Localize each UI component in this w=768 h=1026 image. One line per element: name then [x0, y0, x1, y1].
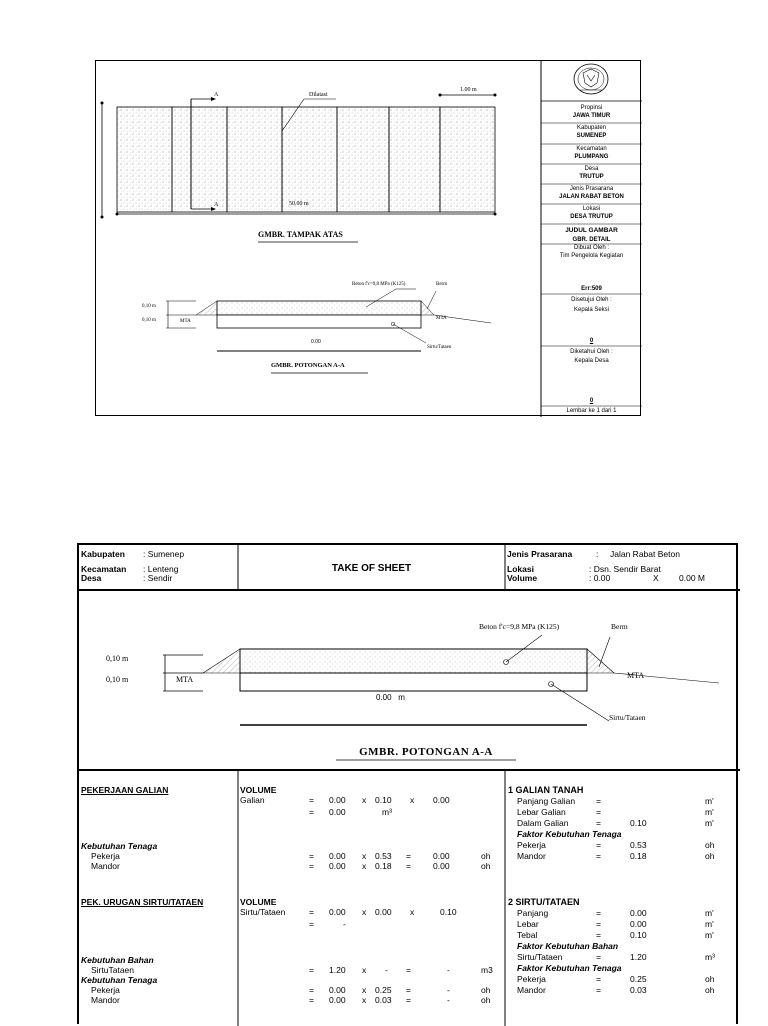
right2-pekerja-eq: =	[596, 974, 601, 984]
jenis-value: Jalan Rabat Beton	[610, 549, 680, 559]
top-view-slabs	[117, 107, 495, 212]
thickness-2: 0,10 m	[142, 318, 156, 323]
galian-row1-x1: x	[362, 795, 367, 805]
urugan-row1-x2: x	[410, 907, 415, 917]
galian-row1-a: 0.00	[329, 795, 346, 805]
right2-mandor-unit: oh	[705, 985, 715, 995]
urugan-row1-eq: =	[309, 907, 314, 917]
right1-dalam-label: Dalam Galian	[517, 818, 569, 828]
galian-mandor-b: 0.18	[375, 861, 392, 871]
jenis-label: Jenis Prasarana	[569, 186, 614, 192]
galian-mandor-x: x	[362, 861, 367, 871]
urugan-mandor-result: -	[447, 995, 450, 1005]
volume-m: 0.00 M	[679, 573, 705, 583]
right2-pekerja-unit: oh	[705, 974, 715, 984]
urugan-row1-a: 0.00	[329, 907, 346, 917]
urugan-row1-c: 0.10	[440, 907, 457, 917]
sirtu-label: Sirtu/Tataen	[427, 345, 452, 350]
galian-row1-label: Galian	[240, 795, 265, 805]
disetujui-name: 0	[589, 338, 594, 344]
right2-pekerja-value: 0.25	[630, 974, 647, 984]
right2-heading: 2 SIRTU/TATAEN	[508, 897, 580, 907]
right2-panjang-eq: =	[596, 908, 601, 918]
galian-pekerja-b: 0.53	[375, 851, 392, 861]
thickness-2: 0,10 m	[106, 675, 129, 684]
urugan-mandor-eq2: =	[406, 995, 411, 1005]
right1-dalam-eq: =	[596, 818, 601, 828]
galian-pekerja-unit: oh	[481, 851, 491, 861]
galian-mandor-a: 0.00	[329, 861, 346, 871]
galian-mandor-eq2: =	[406, 861, 411, 871]
mta-left: MTA	[176, 675, 194, 684]
section-title: GMBR. POTONGAN A-A	[271, 362, 345, 369]
right2-mandor-eq: =	[596, 985, 601, 995]
slab-width-dim: 1.00 m	[460, 87, 477, 93]
right1-mandor-value: 0.18	[630, 851, 647, 861]
urugan-sirtu-result: -	[447, 965, 450, 975]
urugan-bahan: Kebutuhan Bahan	[81, 955, 154, 965]
urugan-mandor-unit: oh	[481, 995, 491, 1005]
kabupaten-label: Kabupaten	[81, 549, 125, 559]
urugan-volume: VOLUME	[240, 897, 277, 907]
kecamatan-label: Kecamatan	[576, 146, 607, 152]
volume-value: : 0.00	[589, 573, 611, 583]
urugan-pekerja-eq: =	[309, 985, 314, 995]
sheet-number: Lembar ke 1 dari 1	[566, 408, 617, 414]
urugan-pekerja-b: 0.25	[375, 985, 392, 995]
galian-row1-x2: x	[410, 795, 415, 805]
urugan-mandor-b: 0.03	[375, 995, 392, 1005]
right2-tebal-value: 0.10	[630, 930, 647, 940]
urugan-row2-eq: =	[309, 919, 314, 929]
lokasi-value: DESA TRUTUP	[570, 214, 613, 220]
right2-panjang-unit: m'	[705, 908, 714, 918]
kabupaten-value: : Sumenep	[143, 549, 185, 559]
right1-lebar-label: Lebar Galian	[517, 807, 566, 817]
right2-tebal-eq: =	[596, 930, 601, 940]
right2-sirtu-value: 1.20	[630, 952, 647, 962]
lokasi-label: Lokasi	[507, 564, 534, 574]
urugan-pekerja-eq2: =	[406, 985, 411, 995]
right2-panjang-label: Panjang	[517, 908, 549, 918]
galian-pekerja-label: Pekerja	[91, 851, 120, 861]
thickness-1: 0,10 m	[106, 654, 129, 663]
urugan-mandor-a: 0.00	[329, 995, 346, 1005]
kabupaten-value: SUMENEP	[576, 133, 607, 139]
urugan-mandor-x: x	[362, 995, 367, 1005]
urugan-row1-b: 0.00	[375, 907, 392, 917]
galian-row2-unit: m³	[382, 807, 392, 817]
galian-row1-c: 0.00	[433, 795, 450, 805]
jenis-label: Jenis Prasarana	[507, 549, 573, 559]
diketahui-name: 0	[589, 398, 594, 404]
urugan-pekerja-x: x	[362, 985, 367, 995]
berm-label: Berm	[436, 282, 448, 287]
desa-label: Desa	[584, 166, 599, 172]
dibuat-value: Tim Pengelola Kegiatan	[559, 253, 624, 259]
urugan-sirtu-eq: =	[309, 965, 314, 975]
drawing-sheet	[95, 60, 641, 416]
right2-lebar-value: 0.00	[630, 919, 647, 929]
urugan-row1-x1: x	[362, 907, 367, 917]
right2-sirtu-eq: =	[596, 952, 601, 962]
thickness-1: 0,10 m	[142, 304, 156, 309]
galian-pekerja-eq: =	[309, 851, 314, 861]
sirtu-label: Sirtu/Tataen	[609, 713, 646, 722]
urugan-pekerja-unit: oh	[481, 985, 491, 995]
desa-value: : Sendir	[143, 573, 173, 583]
galian-mandor-eq: =	[309, 861, 314, 871]
galian-pekerja-a: 0.00	[329, 851, 346, 861]
propinsi-value: JAWA TIMUR	[572, 113, 611, 119]
urugan-sirtu-x: x	[362, 965, 367, 975]
urugan-heading: PEK. URUGAN SIRTU/TATAEN	[81, 897, 204, 907]
section-small	[166, 289, 491, 373]
section-large	[163, 635, 719, 760]
urugan-pekerja-a: 0.00	[329, 985, 346, 995]
take-off-sheet	[77, 543, 738, 1024]
right1-panjang-unit: m'	[705, 796, 714, 806]
galian-pekerja-result: 0.00	[433, 851, 450, 861]
galian-row2-value: 0.00	[329, 807, 346, 817]
right1-mandor-unit: oh	[705, 851, 715, 861]
right2-tebal-unit: m'	[705, 930, 714, 940]
right1-panjang-eq: =	[596, 796, 601, 806]
kabupaten-label: Kabupaten	[576, 125, 607, 131]
right2-tebal-label: Tebal	[517, 930, 538, 940]
judul-value: GBR. DETAIL	[572, 237, 611, 243]
right1-panjang-label: Panjang Galian	[517, 796, 576, 806]
urugan-row2-value: -	[343, 919, 346, 929]
right1-mandor-eq: =	[596, 851, 601, 861]
road-width: 0.00 m	[376, 693, 405, 702]
right2-lebar-unit: m'	[705, 919, 714, 929]
dibuat-label: Dibuat Oleh :	[573, 245, 610, 251]
urugan-sirtu-unit: m3	[481, 965, 493, 975]
volume-x: X	[653, 573, 659, 583]
lokasi-label: Lokasi	[582, 206, 601, 212]
urugan-tenaga: Kebutuhan Tenaga	[81, 975, 158, 985]
right1-lebar-eq: =	[596, 807, 601, 817]
right1-pekerja-unit: oh	[705, 840, 715, 850]
galian-mandor-result: 0.00	[433, 861, 450, 871]
jenis-value: JALAN RABAT BETON	[559, 194, 624, 200]
sheet-title: TAKE OF SHEET	[331, 563, 412, 574]
urugan-row1-label: Sirtu/Tataen	[240, 907, 286, 917]
dilatasi-label: Dilatasi	[309, 92, 328, 98]
right2-sirtu-unit: m³	[705, 952, 715, 962]
desa-label: Desa	[81, 573, 102, 583]
urugan-pekerja-result: -	[447, 985, 450, 995]
right2-pekerja-label: Pekerja	[517, 974, 546, 984]
mta-right: MTA	[436, 316, 447, 321]
right1-pekerja-eq: =	[596, 840, 601, 850]
right1-mandor-label: Mandor	[517, 851, 546, 861]
desa-value: TRUTUP	[579, 174, 604, 180]
right2-mandor-label: Mandor	[517, 985, 546, 995]
berm-label: Berm	[611, 622, 628, 631]
galian-mandor-unit: oh	[481, 861, 491, 871]
disetujui-label: Disetujui Oleh :	[571, 297, 612, 303]
err-value: Err:509	[581, 286, 602, 292]
judul-label: JUDUL GAMBAR	[565, 227, 618, 234]
mta-left: MTA	[180, 319, 191, 324]
urugan-mandor-label: Mandor	[91, 995, 120, 1005]
urugan-sirtu-a: 1.20	[329, 965, 346, 975]
right1-heading: 1 GALIAN TANAH	[508, 785, 584, 795]
galian-pekerja-eq2: =	[406, 851, 411, 861]
right1-dalam-value: 0.10	[630, 818, 647, 828]
lokasi-value: : Dsn. Sendir Barat	[589, 564, 661, 574]
galian-row2-eq: =	[309, 807, 314, 817]
kecamatan-label: Kecamatan	[81, 564, 127, 574]
top-view-title: GMBR. TAMPAK ATAS	[258, 230, 343, 239]
galian-mandor-label: Mandor	[91, 861, 120, 871]
propinsi-label: Propinsi	[580, 105, 603, 111]
urugan-mandor-eq: =	[309, 995, 314, 1005]
right1-dalam-unit: m'	[705, 818, 714, 828]
right2-faktor-tenaga: Faktor Kebutuhan Tenaga	[517, 963, 622, 973]
section-mark-bottom: A	[214, 202, 219, 208]
right1-pekerja-value: 0.53	[630, 840, 647, 850]
right2-lebar-label: Lebar	[517, 919, 539, 929]
section-title: GMBR. POTONGAN A-A	[359, 746, 493, 758]
disetujui-value: Kepala Seksi	[573, 307, 610, 313]
mta-right: MTA	[627, 671, 645, 680]
right1-pekerja-label: Pekerja	[517, 840, 546, 850]
urugan-sirtu-b: -	[385, 965, 388, 975]
urugan-pekerja-label: Pekerja	[91, 985, 120, 995]
diketahui-label: Diketahui Oleh :	[570, 349, 613, 355]
beton-label: Beton f'c=9,8 MPa (K125)	[479, 622, 560, 631]
volume-label: Volume	[507, 573, 538, 583]
diketahui-value: Kepala Desa	[574, 358, 609, 364]
kecamatan-value: PLUMPANG	[574, 154, 609, 160]
right2-sirtu-label: Sirtu/Tataen	[517, 952, 563, 962]
galian-row1-eq: =	[309, 795, 314, 805]
title-block	[541, 61, 642, 417]
road-length-dim: 50.00 m	[289, 201, 309, 207]
urugan-sirtu-label: SirtuTataen	[91, 965, 134, 975]
beton-label: Beton f'c=9,8 MPa (K125)	[352, 282, 406, 287]
right1-lebar-unit: m'	[705, 807, 714, 817]
right2-panjang-value: 0.00	[630, 908, 647, 918]
jenis-colon: :	[596, 549, 599, 559]
right2-faktor-bahan: Faktor Kebutuhan Bahan	[517, 941, 619, 951]
galian-volume: VOLUME	[240, 785, 277, 795]
road-width-value: 0.00	[311, 339, 321, 345]
kecamatan-value: : Lenteng	[143, 564, 179, 574]
right2-mandor-value: 0.03	[630, 985, 647, 995]
right1-faktor: Faktor Kebutuhan Tenaga	[517, 829, 622, 839]
galian-row1-b: 0.10	[375, 795, 392, 805]
galian-pekerja-x: x	[362, 851, 367, 861]
galian-heading: PEKERJAAN GALIAN	[81, 785, 169, 795]
right2-lebar-eq: =	[596, 919, 601, 929]
section-mark-top: A	[214, 92, 219, 98]
urugan-sirtu-eq2: =	[406, 965, 411, 975]
galian-tenaga: Kebutuhan Tenaga	[81, 841, 158, 851]
